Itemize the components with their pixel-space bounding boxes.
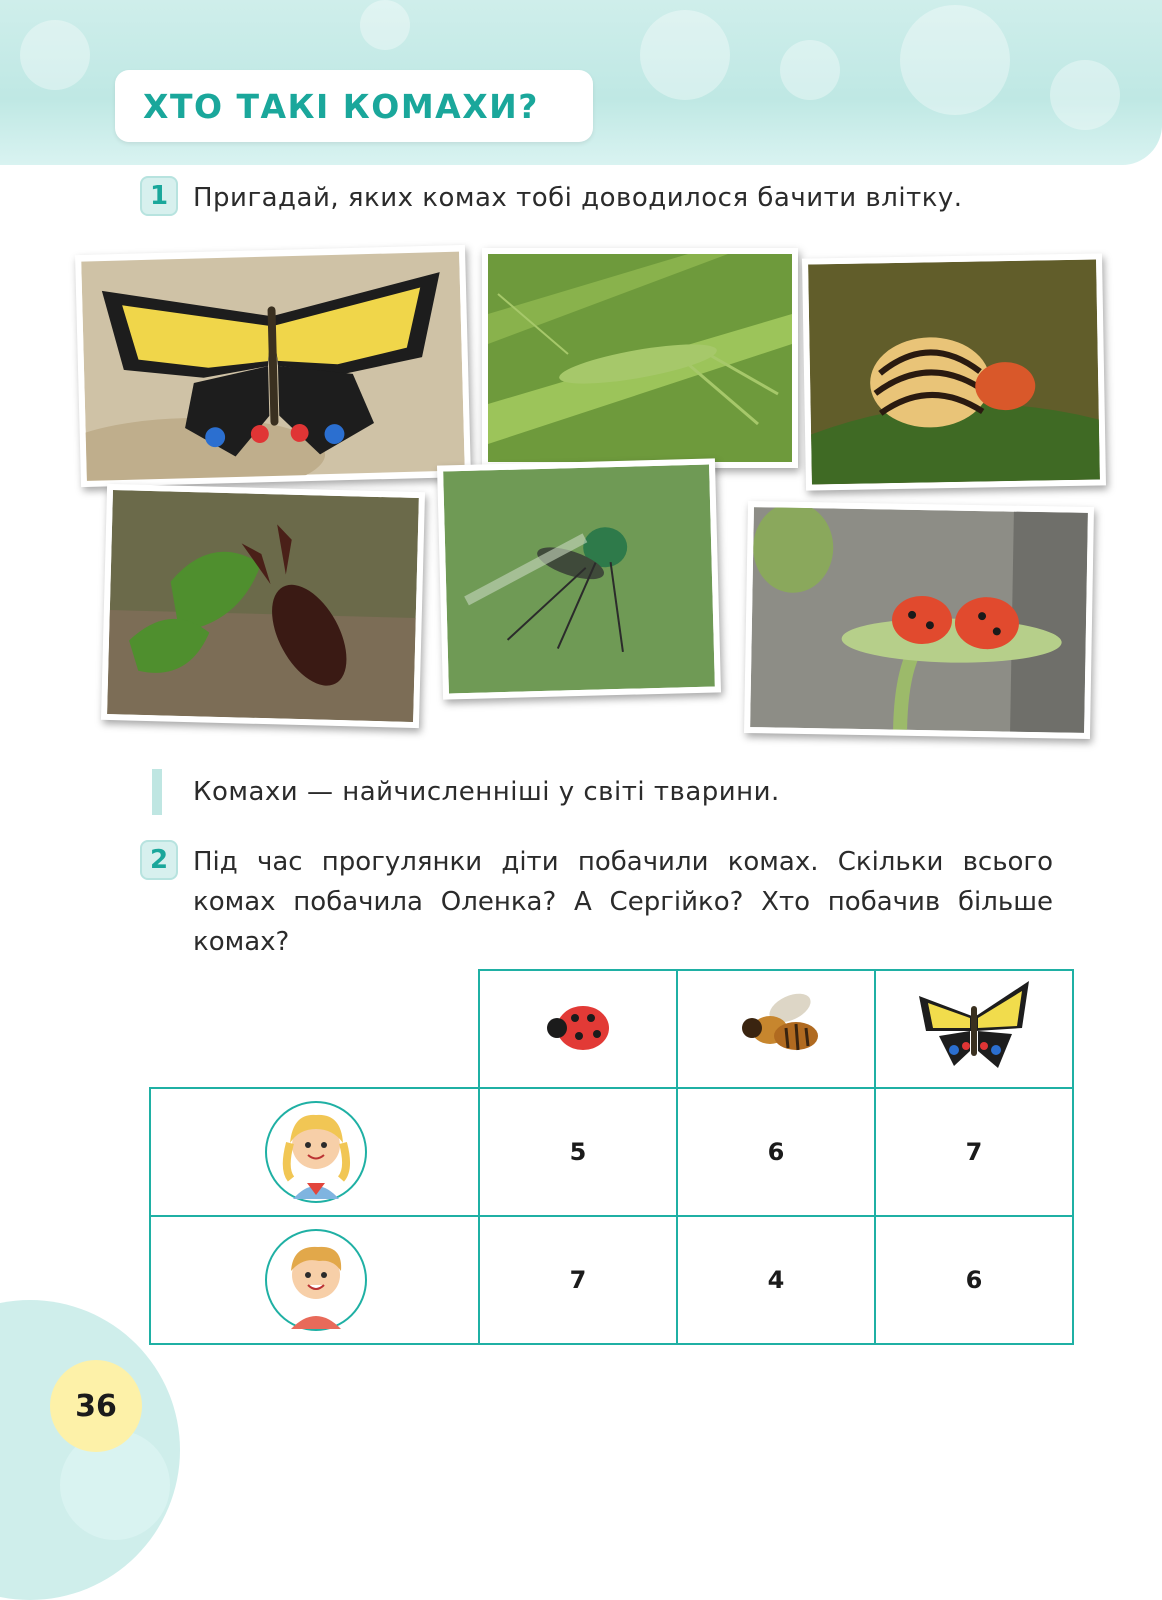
colorado-beetle-icon [808, 260, 1100, 485]
photo-green-fly [437, 458, 721, 699]
photo-stag-beetle [101, 484, 425, 728]
task-2-line-1: Під час прогулянки діти побачили комах. Скільки всього [193, 847, 1053, 877]
task-1-number: 1 [140, 176, 178, 216]
page-title: ХТО ТАКІ КОМАХИ? [143, 86, 539, 126]
grasshopper-icon [488, 254, 792, 462]
task-2-text [193, 842, 1053, 962]
photo-colorado-beetle [802, 253, 1106, 490]
girl-bee-count: 6 [677, 1088, 875, 1216]
boy-bee-count: 4 [677, 1216, 875, 1344]
green-fly-icon [443, 465, 715, 694]
table-row [150, 1088, 1073, 1216]
column-butterfly [875, 970, 1073, 1088]
note-text: Комахи — найчисленніші у світі тварини. [193, 777, 780, 807]
photo-ladybugs [744, 501, 1094, 739]
butterfly-icon [914, 976, 1034, 1076]
row-girl-label [150, 1088, 479, 1216]
girl-butterfly-count: 7 [875, 1088, 1073, 1216]
row-boy-label [150, 1216, 479, 1344]
bee-icon [728, 988, 824, 1064]
page-number: 36 [50, 1360, 142, 1452]
girl-ladybug-count: 5 [479, 1088, 677, 1216]
task-1-text: Пригадай, яких комах тобі доводилося бачити влітку. [193, 183, 963, 213]
ladybugs-icon [750, 507, 1088, 733]
photo-grasshopper [482, 248, 798, 468]
girl-avatar [263, 1099, 369, 1205]
table-row [150, 1216, 1073, 1344]
boy-ladybug-count: 7 [479, 1216, 677, 1344]
task-2-number: 2 [140, 840, 178, 880]
ladybug-icon [543, 996, 613, 1056]
table-corner-cell [150, 970, 479, 1088]
stag-beetle-icon [107, 490, 419, 722]
task-2-line-2: комах побачила Оленка? А Сергійко? Хто побачив більше [193, 887, 1053, 917]
column-ladybug [479, 970, 677, 1088]
task-2-line-3: комах? [193, 927, 290, 957]
swallowtail-butterfly-icon [81, 251, 465, 481]
boy-avatar [263, 1227, 369, 1333]
boy-butterfly-count: 6 [875, 1216, 1073, 1344]
insect-count-table [149, 969, 1074, 1345]
note-marker [152, 769, 162, 815]
page-title-box [115, 70, 593, 142]
column-bee [677, 970, 875, 1088]
table-header-row [150, 970, 1073, 1088]
photo-swallowtail-butterfly [75, 245, 471, 487]
